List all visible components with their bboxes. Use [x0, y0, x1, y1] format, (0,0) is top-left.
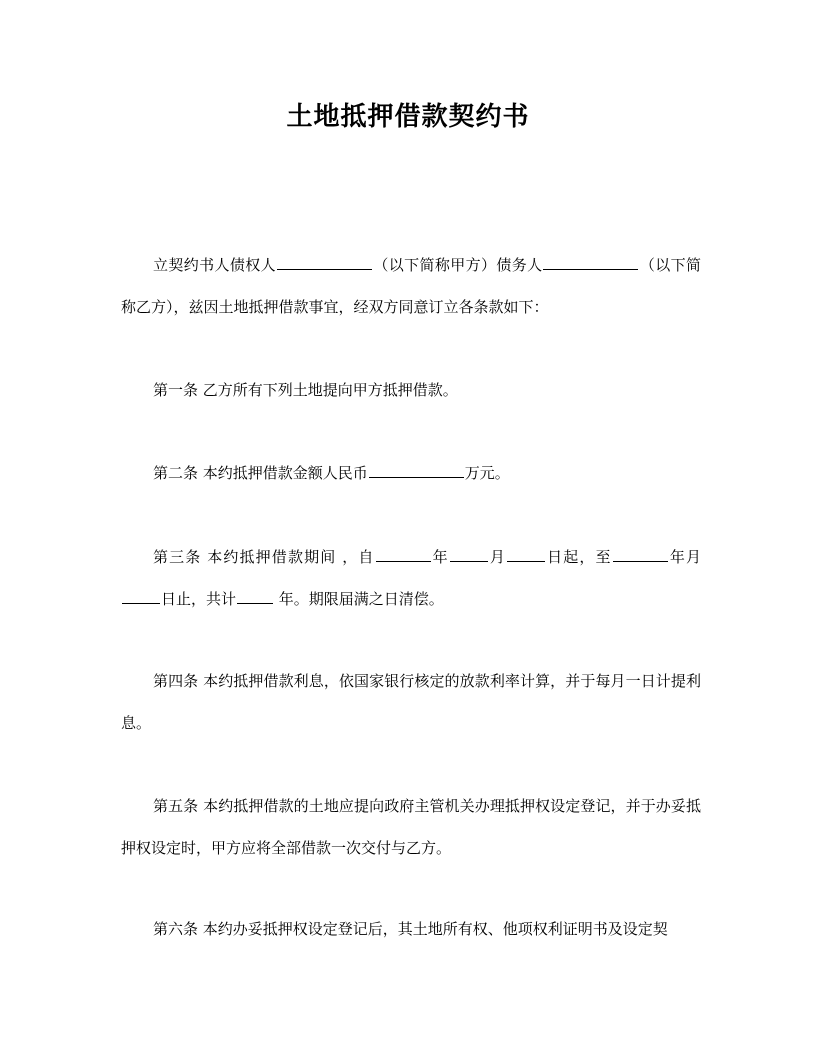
amount-blank	[369, 461, 464, 478]
creditor-blank	[277, 253, 372, 270]
article-3-text-1: 第三条 本约抵押借款期间 ，自	[153, 548, 375, 566]
intro-text-3: （以下简称乙方），兹因土地抵押借款事宜，经双方同意订立各条款如下：	[121, 256, 701, 316]
article-3-text-4: 日起，至	[546, 548, 612, 566]
end-year-blank	[613, 545, 668, 562]
article-6-text: 第六条 本约办妥抵押权设定登记后，其土地所有权、他项权利证明书及设定契	[153, 920, 668, 938]
article-4	[121, 660, 701, 744]
total-years-blank	[237, 587, 273, 604]
article-6	[121, 908, 701, 950]
article-5	[121, 785, 701, 869]
start-day-blank	[507, 545, 545, 562]
article-3-text-2: 年	[431, 548, 449, 566]
article-5-text: 第五条 本约抵押借款的土地应提向政府主管机关办理抵押权设定登记，并于办妥抵押权设定时，甲方应将全部借款一次交付与乙方。	[121, 797, 701, 857]
start-year-blank	[376, 545, 431, 562]
start-month-blank	[450, 545, 488, 562]
article-2-text-2: 万元。	[464, 464, 510, 482]
document-title: 土地抵押借款契约书	[286, 102, 530, 132]
article-3-text-7: 年。期限届满之日清偿。	[274, 590, 444, 608]
article-3	[121, 536, 701, 620]
article-3-text-3: 月	[488, 548, 507, 566]
article-1-text: 第一条 乙方所有下列土地提向甲方抵押借款。	[153, 381, 458, 399]
article-2	[121, 452, 701, 494]
debtor-blank	[543, 253, 638, 270]
article-2-text-1: 第二条 本约抵押借款金额人民币	[153, 464, 368, 482]
article-4-text: 第四条 本约抵押借款利息，依国家银行核定的放款利率计算，并于每月一日计提利息。	[121, 672, 701, 732]
end-day-blank	[122, 587, 160, 604]
article-1	[121, 369, 701, 411]
intro-paragraph	[121, 244, 701, 328]
intro-text-2: （以下简称甲方）债务人	[373, 256, 543, 274]
article-3-text-5: 年月	[668, 548, 701, 566]
article-3-text-6: 日止，共计	[161, 590, 237, 608]
intro-text-1: 立契约书人债权人	[153, 256, 276, 274]
